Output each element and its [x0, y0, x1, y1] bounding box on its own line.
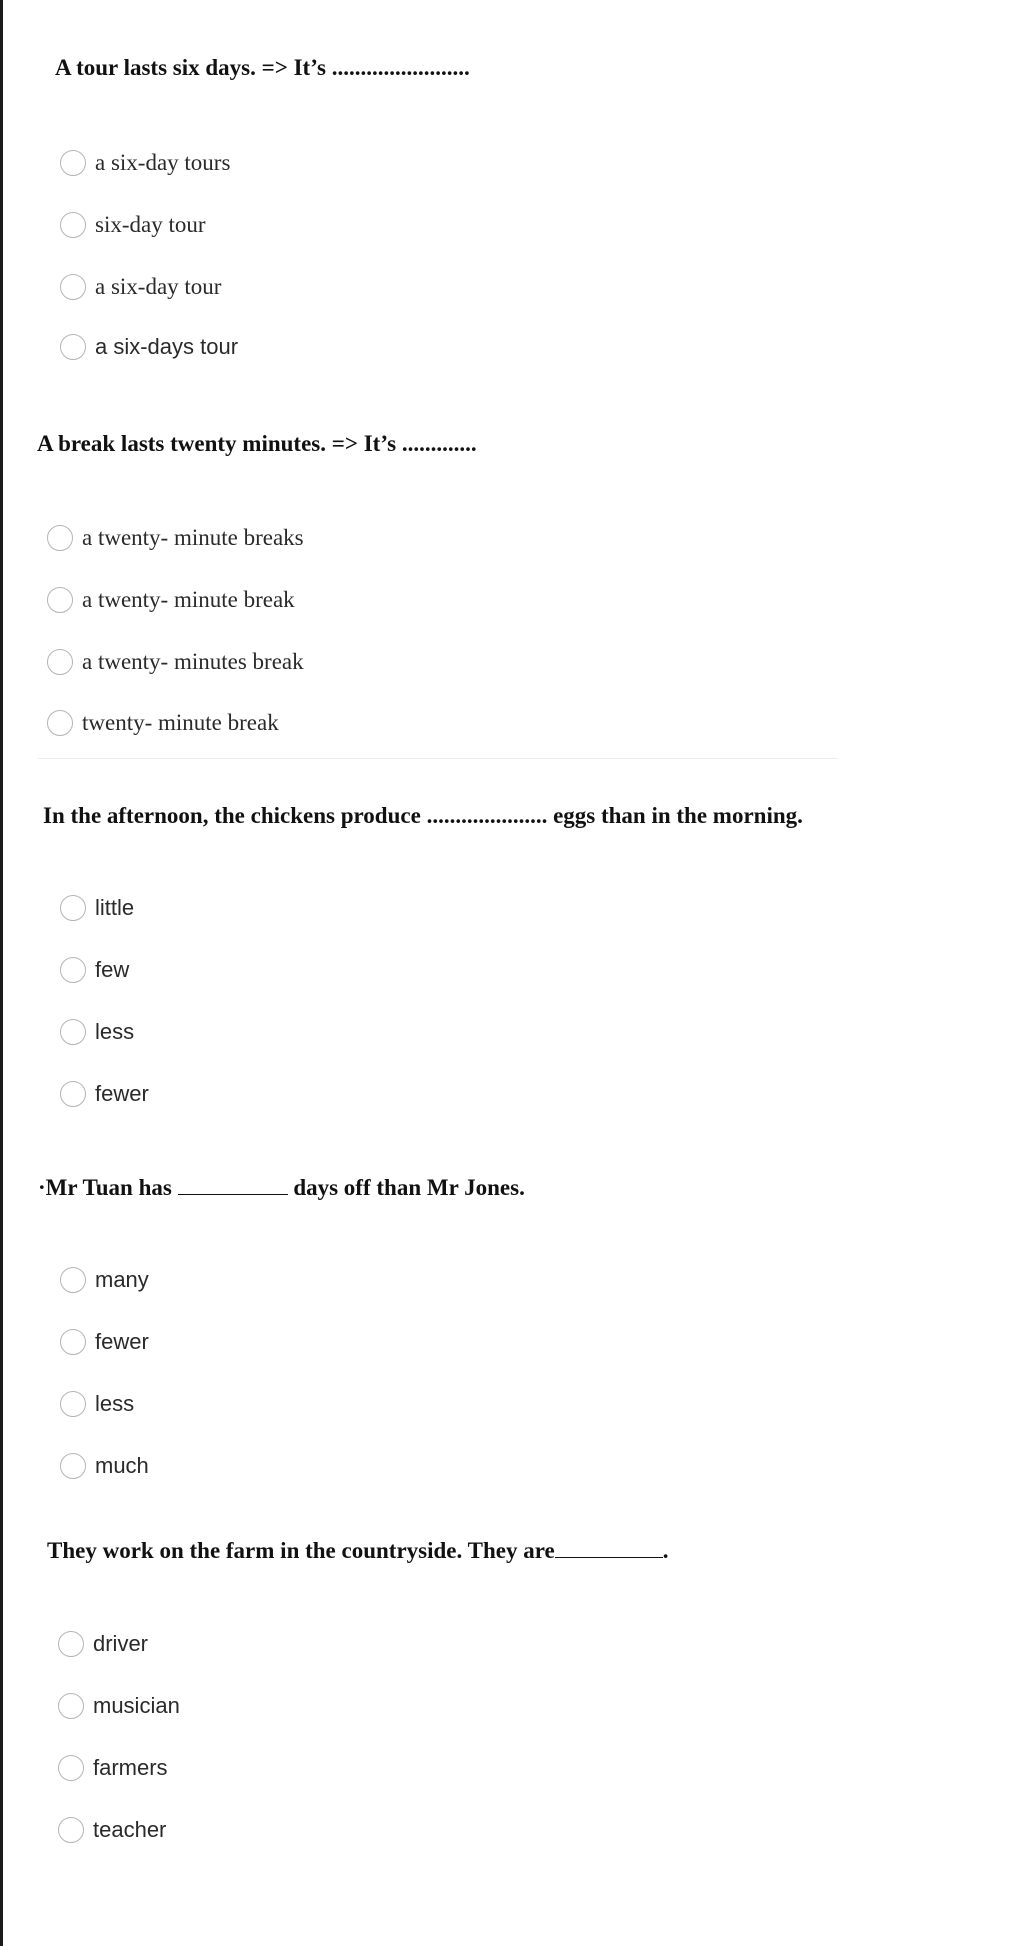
q5-option-4[interactable] [58, 1813, 166, 1847]
question-3-prompt [43, 802, 803, 830]
q4-option-3-label: less [95, 1391, 135, 1416]
q5-option-1-label: driver [93, 1631, 149, 1656]
radio-button[interactable] [60, 1453, 86, 1479]
radio-button[interactable] [60, 1267, 86, 1293]
q5-option-4-label: teacher [93, 1817, 167, 1842]
q5-option-3[interactable] [58, 1751, 168, 1785]
q1-option-1[interactable] [60, 146, 230, 180]
question-1-prompt [55, 54, 470, 82]
question-5-blank [555, 1536, 663, 1558]
q2-option-3-label: a twenty- minutes break [82, 649, 304, 674]
question-5-prompt [47, 1536, 668, 1565]
question-2-prompt [37, 430, 477, 458]
radio-button[interactable] [60, 334, 86, 360]
question-4-blank [178, 1173, 288, 1195]
q2-option-2[interactable] [47, 583, 295, 617]
question-5-text-end: . [662, 1538, 669, 1563]
radio-button[interactable] [60, 1019, 86, 1045]
q5-option-2-label: musician [93, 1693, 180, 1718]
question-1-text: A tour lasts six days. => It’s [55, 55, 332, 80]
q1-option-4[interactable] [60, 330, 238, 364]
q3-option-4-label: fewer [95, 1081, 149, 1106]
radio-button[interactable] [58, 1631, 84, 1657]
question-2-blank: ............. [401, 431, 477, 456]
q5-option-2[interactable] [58, 1689, 180, 1723]
q2-option-4[interactable] [47, 706, 279, 740]
q2-option-1[interactable] [47, 521, 304, 555]
q3-option-3[interactable] [60, 1015, 134, 1049]
question-1-blank: ........................ [331, 55, 470, 80]
q2-option-2-label: a twenty- minute break [82, 587, 295, 612]
q2-option-1-label: a twenty- minute breaks [82, 525, 304, 550]
q1-option-2[interactable] [60, 208, 206, 242]
radio-button[interactable] [47, 525, 73, 551]
radio-button[interactable] [60, 957, 86, 983]
question-3-text: In the afternoon, the chickens produce [43, 803, 427, 828]
radio-button[interactable] [47, 587, 73, 613]
divider [38, 758, 838, 759]
radio-button[interactable] [60, 212, 86, 238]
q1-option-2-label: six-day tour [95, 212, 206, 237]
radio-button[interactable] [60, 274, 86, 300]
q2-option-4-label: twenty- minute break [82, 710, 279, 735]
radio-button[interactable] [58, 1693, 84, 1719]
radio-button[interactable] [60, 150, 86, 176]
q4-option-4-label: much [95, 1453, 149, 1478]
radio-button[interactable] [60, 1391, 86, 1417]
radio-button[interactable] [60, 1081, 86, 1107]
q3-option-1-label: little [95, 895, 135, 920]
page-left-border [0, 0, 3, 1946]
radio-button[interactable] [58, 1817, 84, 1843]
q3-option-4[interactable] [60, 1077, 149, 1111]
q3-option-2-label: few [95, 957, 130, 982]
q3-option-2[interactable] [60, 953, 129, 987]
radio-button[interactable] [60, 895, 86, 921]
q1-option-1-label: a six-day tours [95, 150, 231, 175]
q4-option-1[interactable] [60, 1263, 149, 1297]
q3-option-3-label: less [95, 1019, 135, 1044]
q1-option-3-label: a six-day tour [95, 274, 222, 299]
question-4-prompt [38, 1173, 525, 1202]
radio-button[interactable] [47, 649, 73, 675]
q4-option-3[interactable] [60, 1387, 134, 1421]
question-2-text: A break lasts twenty minutes. => It’s [37, 431, 402, 456]
q4-option-2-label: fewer [95, 1329, 149, 1354]
q1-option-4-label: a six-days tour [95, 334, 239, 359]
radio-button[interactable] [47, 710, 73, 736]
question-3-blank-and-rest: ..................... eggs than in the morning. [426, 803, 803, 828]
q4-option-2[interactable] [60, 1325, 149, 1359]
question-4-text-end: days off than Mr Jones. [287, 1175, 525, 1200]
q4-option-1-label: many [95, 1267, 149, 1292]
question-5-text: They work on the farm in the countryside. They are [47, 1538, 555, 1563]
radio-button[interactable] [60, 1329, 86, 1355]
q5-option-3-label: farmers [93, 1755, 168, 1780]
q1-option-3[interactable] [60, 270, 221, 304]
q3-option-1[interactable] [60, 891, 134, 925]
radio-button[interactable] [58, 1755, 84, 1781]
question-4-text: ·Mr Tuan has [38, 1175, 178, 1200]
q4-option-4[interactable] [60, 1449, 149, 1483]
q5-option-1[interactable] [58, 1627, 148, 1661]
q2-option-3[interactable] [47, 645, 304, 679]
